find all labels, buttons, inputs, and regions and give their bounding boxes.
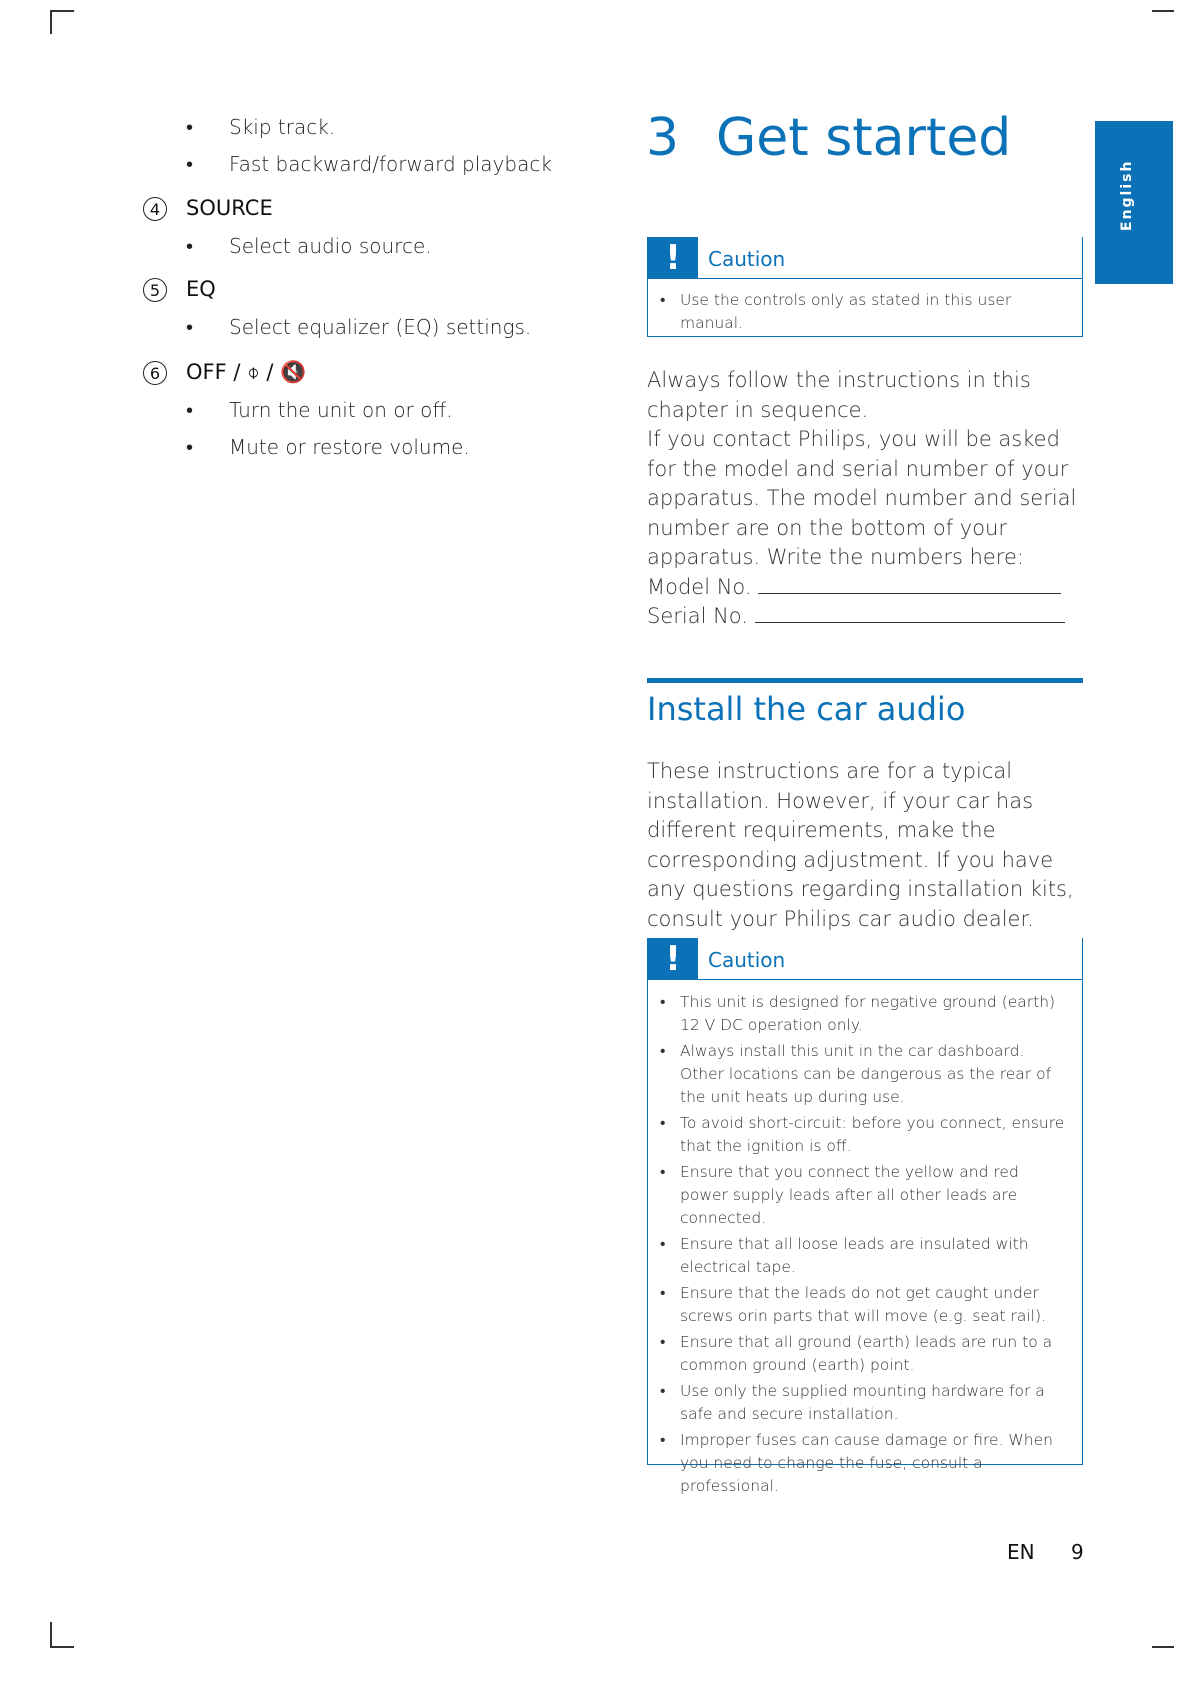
intro-paragraph-1: Always follow the instructions in this chapter in sequence. [647,368,1031,422]
item-label: SOURCE [186,196,273,220]
serial-number-label: Serial No. [647,604,748,628]
item-number: 5 [143,278,167,302]
caution-label: Caution [708,948,786,972]
caution-item: • Use only the supplied mounting hardware for a safe and secure installation. [648,1380,1082,1426]
caution-item: • Improper fuses can cause damage or fire. When you need to change the fuse, consult a professional. [648,1429,1082,1498]
crop-mark [50,10,52,34]
caution-box-controls [647,237,1083,337]
chapter-title [646,108,1011,168]
section-title: Install the car audio [647,690,966,728]
intro-paragraph-2: If you contact Philips, you will be asked for the model and serial number of your apparatus. The model number and serial number are on the bottom of your apparatus. Write the numbers here: [647,427,1077,569]
model-number-line [647,573,1087,603]
section-divider [647,678,1083,683]
caution-item: • Ensure that all ground (earth) leads are run to a common ground (earth) point. [648,1331,1082,1377]
caution-item: • This unit is designed for negative ground (earth) 12 V DC operation only. [648,991,1082,1037]
footer-language: EN [1007,1540,1035,1564]
language-tab [1095,121,1173,284]
section-body: These instructions are for a typical installation. However, if your car has different requirements, make the corresponding adjustment. If you have any questions regarding installation kits, consult your Philips car audio dealer. [647,759,1074,931]
caution-item: • Use the controls only as stated in this user manual. [648,289,1082,335]
language-tab-label: English [1119,159,1135,231]
item-number: 4 [143,197,167,221]
crop-mark [1152,10,1174,12]
chapter-title-text: Get started [716,108,1012,168]
caution-item: • Ensure that all loose leads are insulated with electrical tape. [648,1233,1082,1279]
model-number-field [758,573,1061,594]
model-number-label: Model No. [647,574,752,599]
serial-number-line [647,602,1087,632]
item-number: 6 [143,361,167,385]
caution-item: • Ensure that the leads do not get caught under screws orin parts that will move (e.g. seat rail). [648,1282,1082,1328]
item-label: OFF / ⌽ / 🔇 [186,360,307,384]
caution-item: • To avoid short-circuit: before you connect, ensure that the ignition is off. [648,1112,1082,1158]
caution-item: • Ensure that you connect the yellow and red power supply leads after all other leads are connected. [648,1161,1082,1230]
crop-mark [50,10,74,12]
crop-mark [50,1622,52,1646]
exclamation-icon: ! [648,938,698,980]
caution-list [648,289,1082,338]
caution-list [648,991,1082,1501]
intro-text [647,366,1087,632]
serial-number-field [755,602,1065,623]
chapter-number: 3 [646,108,680,168]
page-number: 9 [1071,1540,1084,1564]
caution-label: Caution [708,247,786,271]
caution-item: • Always install this unit in the car dashboard. Other locations can be dangerous as the rear of the unit heats up during use. [648,1040,1082,1109]
item-label: EQ [186,277,216,301]
crop-mark [1152,1646,1174,1648]
caution-box-installation [647,938,1083,1495]
crop-mark [50,1646,74,1648]
exclamation-icon: ! [648,237,698,279]
